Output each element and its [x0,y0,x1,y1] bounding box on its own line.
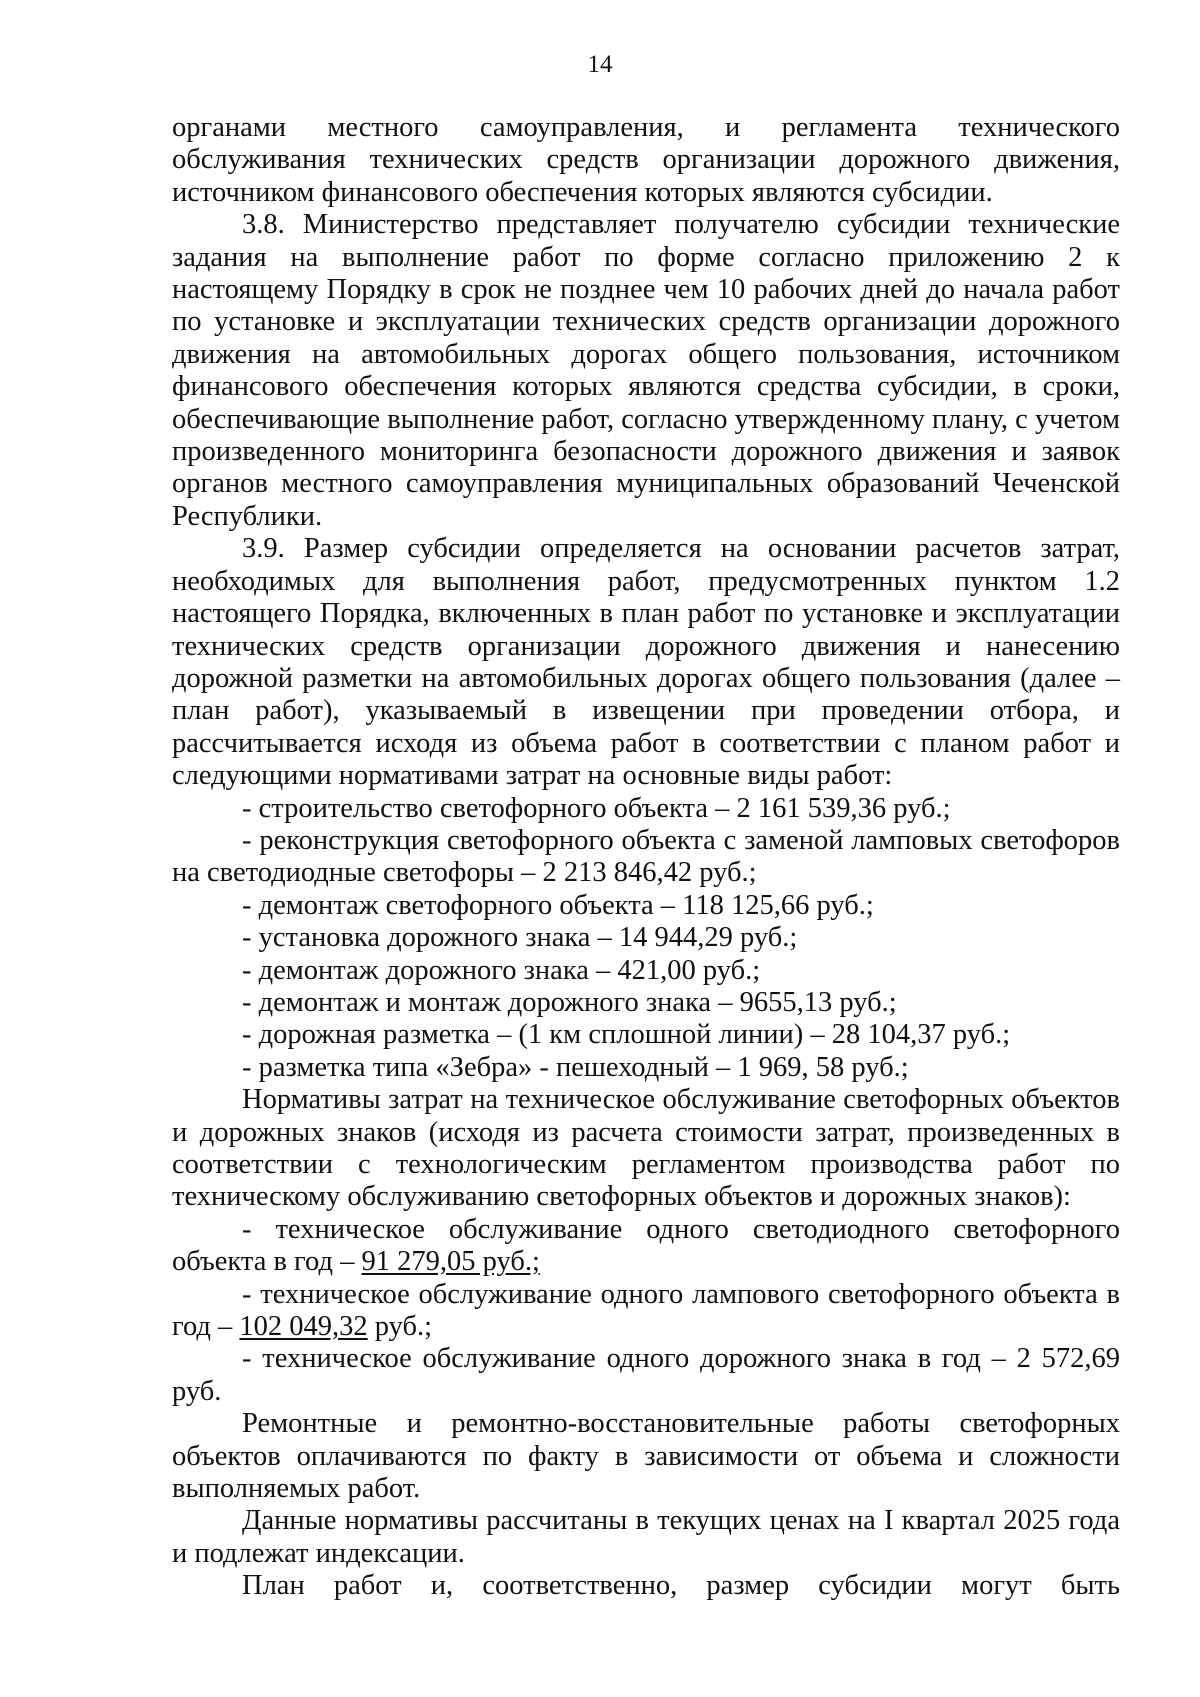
paragraph-continuation: органами местного самоуправления, и регламента технического обслуживания технических средств организации дорожного движения, источником финансового обеспечения которых являются субсидии. [172,112,1120,208]
paragraph-work-plan: План работ и, соответственно, размер субсидии могут быть [242,1570,1120,1602]
paragraph-repair-works: Ремонтные и ремонтно-восстановительные работы светофорных объектов оплачиваются по факту в зависимости от объема и сложности выполняемых работ. [172,1408,1120,1505]
maintenance-item-lamp-traffic-light [172,1279,1120,1344]
cost-item-sign-dismantling: - демонтаж дорожного знака – 421,00 руб.; [242,954,761,986]
cost-item-traffic-light-construction: - строительство светофорного объекта – 2 161 539,36 руб.; [242,792,951,824]
cost-item-road-marking: - дорожная разметка – (1 км сплошной линии) – 28 104,37 руб.; [242,1019,1011,1051]
paragraph-3-8: 3.8. Министерство представляет получателю субсидии технические задания на выполнение работ по форме согласно приложению 2 к настоящему Порядку в срок не позднее чем 10 рабочих дней до начала работ по установке и эксплуатации технических средств организации дорожного движения на автомобильных дорогах общего пользования, источником финансового обеспечения которых являются средства субсидии, в сроки, обеспечивающие выполнение работ, согласно утвержденному плану, с учетом произведенного мониторинга безопасности дорожного движения и заявок органов местного самоуправления муниципальных образований Чеченской Республики. [172,209,1120,532]
document-body [172,112,1120,1603]
page-number: 14 [587,51,613,78]
maintenance-item-led-amount: 91 279,05 руб.; [361,1246,540,1278]
maintenance-item-road-sign: - техническое обслуживание одного дорожного знака в год – 2 572,69 руб. [172,1343,1120,1407]
maintenance-item-led-traffic-light [172,1214,1120,1279]
cost-item-traffic-light-reconstruction: - реконструкция светофорного объекта с заменой ламповых светофоров на светодиодные светофоры – 2 213 846,42 руб.; [172,824,1120,889]
maintenance-item-lamp-unit: руб.; [367,1311,433,1343]
cost-item-sign-installation: - установка дорожного знака – 14 944,29 руб.; [242,922,798,954]
paragraph-indexation: Данные нормативы рассчитаны в текущих ценах на I квартал 2025 года и подлежат индексации. [172,1505,1120,1569]
maintenance-item-lamp-amount: 102 049,32 [239,1311,368,1343]
maintenance-item-lamp-text: - техническое обслуживание одного лампового светофорного объекта в год – [172,1278,1120,1343]
cost-item-traffic-light-dismantling: - демонтаж светофорного объекта – 118 125,66 руб.; [242,889,874,921]
paragraph-3-9: 3.9. Размер субсидии определяется на основании расчетов затрат, необходимых для выполнения работ, предусмотренных пунктом 1.2 настоящего Порядка, включенных в план работ по установке и эксплуатации технических средств организации дорожного движения и нанесению дорожной разметки на автомобильных дорогах общего пользования (далее – план работ), указываемый в извещении при проведении отбора, и рассчитывается исходя из объема работ в соответствии с планом работ и следующими нормативами затрат на основные виды работ: [172,533,1120,792]
paragraph-maintenance-norms: Нормативы затрат на техническое обслуживание светофорных объектов и дорожных знаков (исходя из расчета стоимости затрат, произведенных в соответствии с технологическим регламентом производства работ по техническому обслуживанию светофорных объектов и дорожных знаков): [172,1084,1120,1213]
cost-item-zebra-marking: - разметка типа «Зебра» - пешеходный – 1 969, 58 руб.; [242,1051,909,1083]
maintenance-item-led-text: - техническое обслуживание одного светодиодного светофорного объекта в год – [172,1213,1120,1278]
cost-item-sign-remount: - демонтаж и монтаж дорожного знака – 9655,13 руб.; [242,986,897,1018]
